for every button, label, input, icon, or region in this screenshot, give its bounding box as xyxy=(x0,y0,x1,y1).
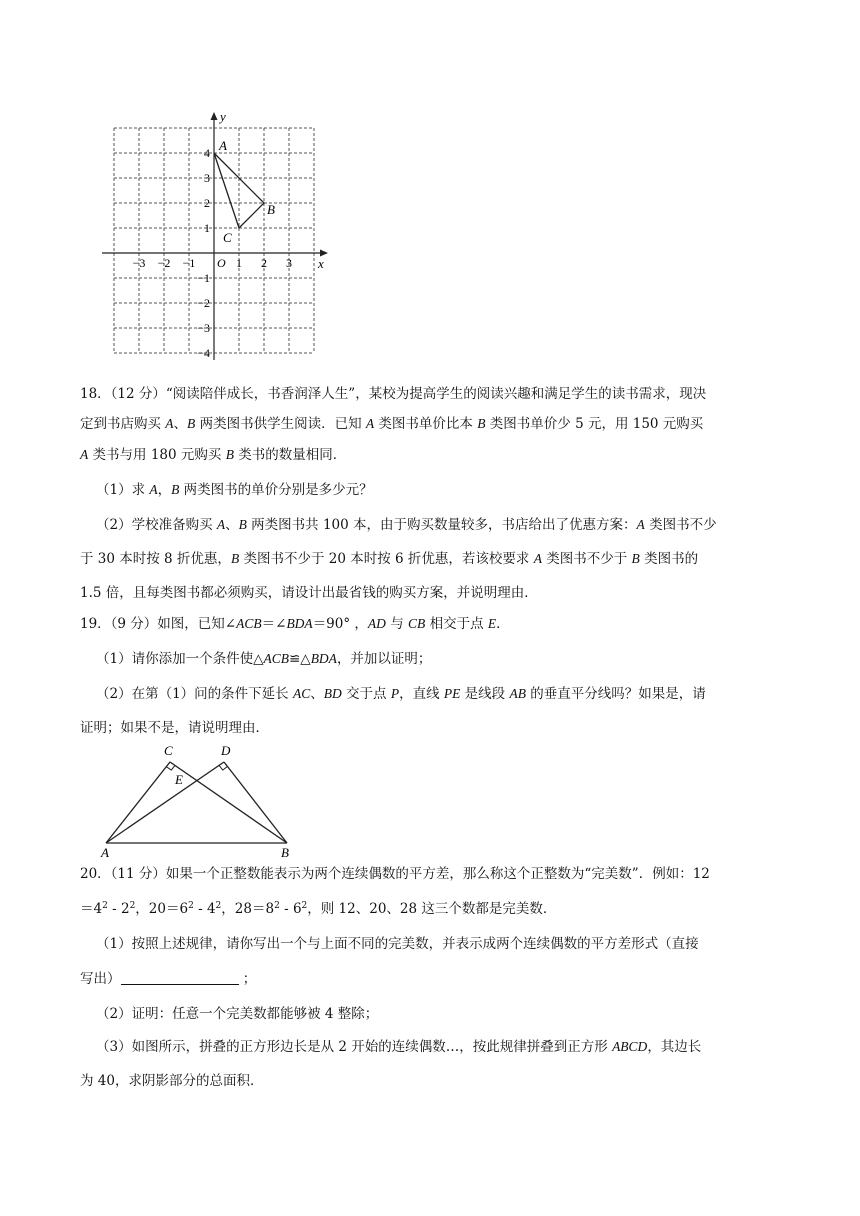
q20-part2: （2）证明：任意一个完美数都能够被 4 整除； xyxy=(96,1006,379,1022)
q19-part2-line1 xyxy=(96,684,706,704)
var: PE xyxy=(443,686,461,701)
var: BDA xyxy=(286,616,313,631)
q18-part2-line2 xyxy=(80,549,698,569)
q20-part3-line2: 为 40，求阴影部分的总面积． xyxy=(80,1073,264,1089)
q19-part2-line2: 证明；如果不是，请说明理由． xyxy=(80,720,269,736)
axes xyxy=(102,112,328,360)
var: P xyxy=(390,686,400,701)
var: B xyxy=(230,551,240,566)
var: B xyxy=(631,551,640,566)
text: 是线段 xyxy=(460,686,510,702)
text: ． xyxy=(496,616,510,632)
y-tick-label: 2 xyxy=(204,196,210,210)
var: AD xyxy=(367,616,386,631)
var: ACB xyxy=(236,616,262,631)
q20-part1-line2 xyxy=(80,969,256,989)
x-tick-label: 3 xyxy=(286,256,292,270)
var: BDA xyxy=(310,651,337,666)
var: AC xyxy=(292,686,311,701)
y-tick-label: 3 xyxy=(204,171,210,185)
text: （3）如图所示，拼叠的正方形边长是从 2 开始的连续偶数…，按此规律拼叠到正方形 xyxy=(96,1039,613,1055)
var: A xyxy=(216,517,226,532)
text: ； xyxy=(238,971,257,987)
text: ，直线 xyxy=(399,686,444,702)
point-label-a: A xyxy=(219,138,227,153)
text: ＝∠ xyxy=(261,616,287,632)
q20-part3-line1 xyxy=(96,1037,701,1057)
fig-label-a: A xyxy=(101,845,109,860)
text: 类图书单价少 5 元，用 150 元购买 xyxy=(485,416,704,432)
var: E xyxy=(487,616,497,631)
exponent: 2 xyxy=(188,901,194,911)
var: A xyxy=(365,416,375,431)
text: 、 xyxy=(173,416,188,432)
q18-line1: 18．（12 分）“阅读陪伴成长，书香润泽人生”，某校为提高学生的阅读兴趣和满足学生的读书需求，现决 xyxy=(80,386,707,402)
var: B xyxy=(238,517,247,532)
var: A xyxy=(636,517,645,532)
fig-label-d: D xyxy=(221,743,231,758)
text: ＝4 xyxy=(80,901,103,917)
var: ABCD xyxy=(612,1039,648,1054)
text: ，其边长 xyxy=(647,1039,702,1055)
exponent: 2 xyxy=(102,901,108,911)
text: 写出） xyxy=(80,971,121,987)
text: 于 30 本时按 8 折优惠， xyxy=(80,551,231,567)
text: - 6 xyxy=(279,901,302,917)
origin-label: O xyxy=(217,256,226,270)
text: 交于点 xyxy=(341,686,391,702)
q18-line3 xyxy=(80,445,346,465)
text: 类图书不少 xyxy=(644,517,717,533)
text: ， xyxy=(157,482,172,498)
text: - 4 xyxy=(193,901,216,917)
var: ACB xyxy=(263,651,289,666)
text: ＝90° ， xyxy=(312,616,368,632)
text: 类图书不少于 20 本时按 6 折优惠，若该校要求 xyxy=(239,551,534,567)
text: 、 xyxy=(225,517,239,533)
y-tick-label: −3 xyxy=(197,321,210,335)
y-tick-label: 1 xyxy=(204,221,210,235)
text: 类书的数量相同． xyxy=(233,447,347,463)
text: ，并加以证明； xyxy=(336,651,432,667)
var: A xyxy=(533,551,542,566)
x-tick-labels xyxy=(133,256,292,270)
var: A xyxy=(80,447,89,462)
var: B xyxy=(477,416,486,431)
text: ，20＝6 xyxy=(135,901,189,917)
triangle-figure xyxy=(98,738,298,860)
y-axis-label: y xyxy=(220,109,226,124)
q20-line1: 20．（11 分）如果一个正整数能表示为两个连续偶数的平方差，那么称这个正整数为“完美数”．例如：12 xyxy=(80,866,710,882)
y-tick-label: −4 xyxy=(197,346,210,360)
var: BD xyxy=(323,686,342,701)
var: A xyxy=(165,416,174,431)
point-label-b: B xyxy=(267,202,275,217)
q20-line2 xyxy=(80,899,556,919)
text: 与 xyxy=(385,616,409,632)
text: ，则 12、20、28 这三个数都是完美数． xyxy=(307,901,557,917)
text: 两类图书供学生阅读．已知 xyxy=(195,416,366,432)
x-tick-label: 1 xyxy=(236,256,242,270)
q18-part2-line1 xyxy=(96,515,717,535)
text: 类图书不少于 xyxy=(541,551,632,567)
text: 定到书店购买 xyxy=(80,416,166,432)
text: 类图书的 xyxy=(639,551,699,567)
x-tick-label: 2 xyxy=(261,256,267,270)
text: （2）在第（1）问的条件下延长 xyxy=(96,686,293,702)
exponent: 2 xyxy=(301,901,308,911)
q19-line1 xyxy=(80,614,510,634)
text: 类书与用 180 元购买 xyxy=(88,447,226,463)
text: 两类图书的单价分别是多少元？ xyxy=(179,482,373,498)
var: CB xyxy=(408,616,426,631)
text: （1）求 xyxy=(96,482,150,498)
q19-part1 xyxy=(96,649,431,669)
coordinate-graph xyxy=(96,108,336,364)
fig-label-e: E xyxy=(175,772,183,787)
text: 两类图书共 100 本，由于购买数量较多，书店给出了优惠方案： xyxy=(246,517,637,533)
exponent: 2 xyxy=(129,901,136,911)
x-tick-label: −2 xyxy=(157,256,171,270)
x-tick-label: −1 xyxy=(182,256,196,270)
fig-label-b: B xyxy=(281,845,289,860)
var: B xyxy=(187,416,196,431)
point-label-c: C xyxy=(223,230,232,245)
text: （2）学校准备购买 xyxy=(96,517,217,533)
text: 的垂直平分线吗？如果是，请 xyxy=(525,686,706,702)
text: ≌△ xyxy=(288,651,311,667)
var: A xyxy=(149,482,158,497)
x-tick-label: −3 xyxy=(132,256,146,270)
text: （1）请你添加一个条件使△ xyxy=(96,651,264,667)
text: 相交于点 xyxy=(425,616,488,632)
text: - 2 xyxy=(107,901,130,917)
x-axis-label: x xyxy=(318,256,324,271)
text: ，28＝8 xyxy=(221,901,275,917)
q18-part2-line3: 1.5 倍，且每类图书都必须购买，请设计出最省钱的购买方案，并说明理由． xyxy=(80,585,538,601)
exponent: 2 xyxy=(215,901,222,911)
var: B xyxy=(171,482,180,497)
exponent: 2 xyxy=(274,901,280,911)
fig-label-c: C xyxy=(164,743,173,758)
q20-part1-line1: （1）按照上述规律，请你写出一个与上面不同的完美数，并表示成两个连续偶数的平方差形式（直接 xyxy=(96,936,699,952)
var: AB xyxy=(509,686,526,701)
answer-blank[interactable] xyxy=(121,970,239,985)
y-tick-label: −2 xyxy=(197,296,210,310)
q18-part1 xyxy=(96,480,373,500)
text: 、 xyxy=(310,686,324,702)
y-tick-label: 4 xyxy=(204,146,210,160)
text: 类图书单价比本 xyxy=(374,416,478,432)
q18-line2 xyxy=(80,414,703,434)
y-tick-label: −1 xyxy=(197,271,210,285)
var: B xyxy=(225,447,234,462)
text: 19．（9 分）如图，已知∠ xyxy=(80,616,237,632)
